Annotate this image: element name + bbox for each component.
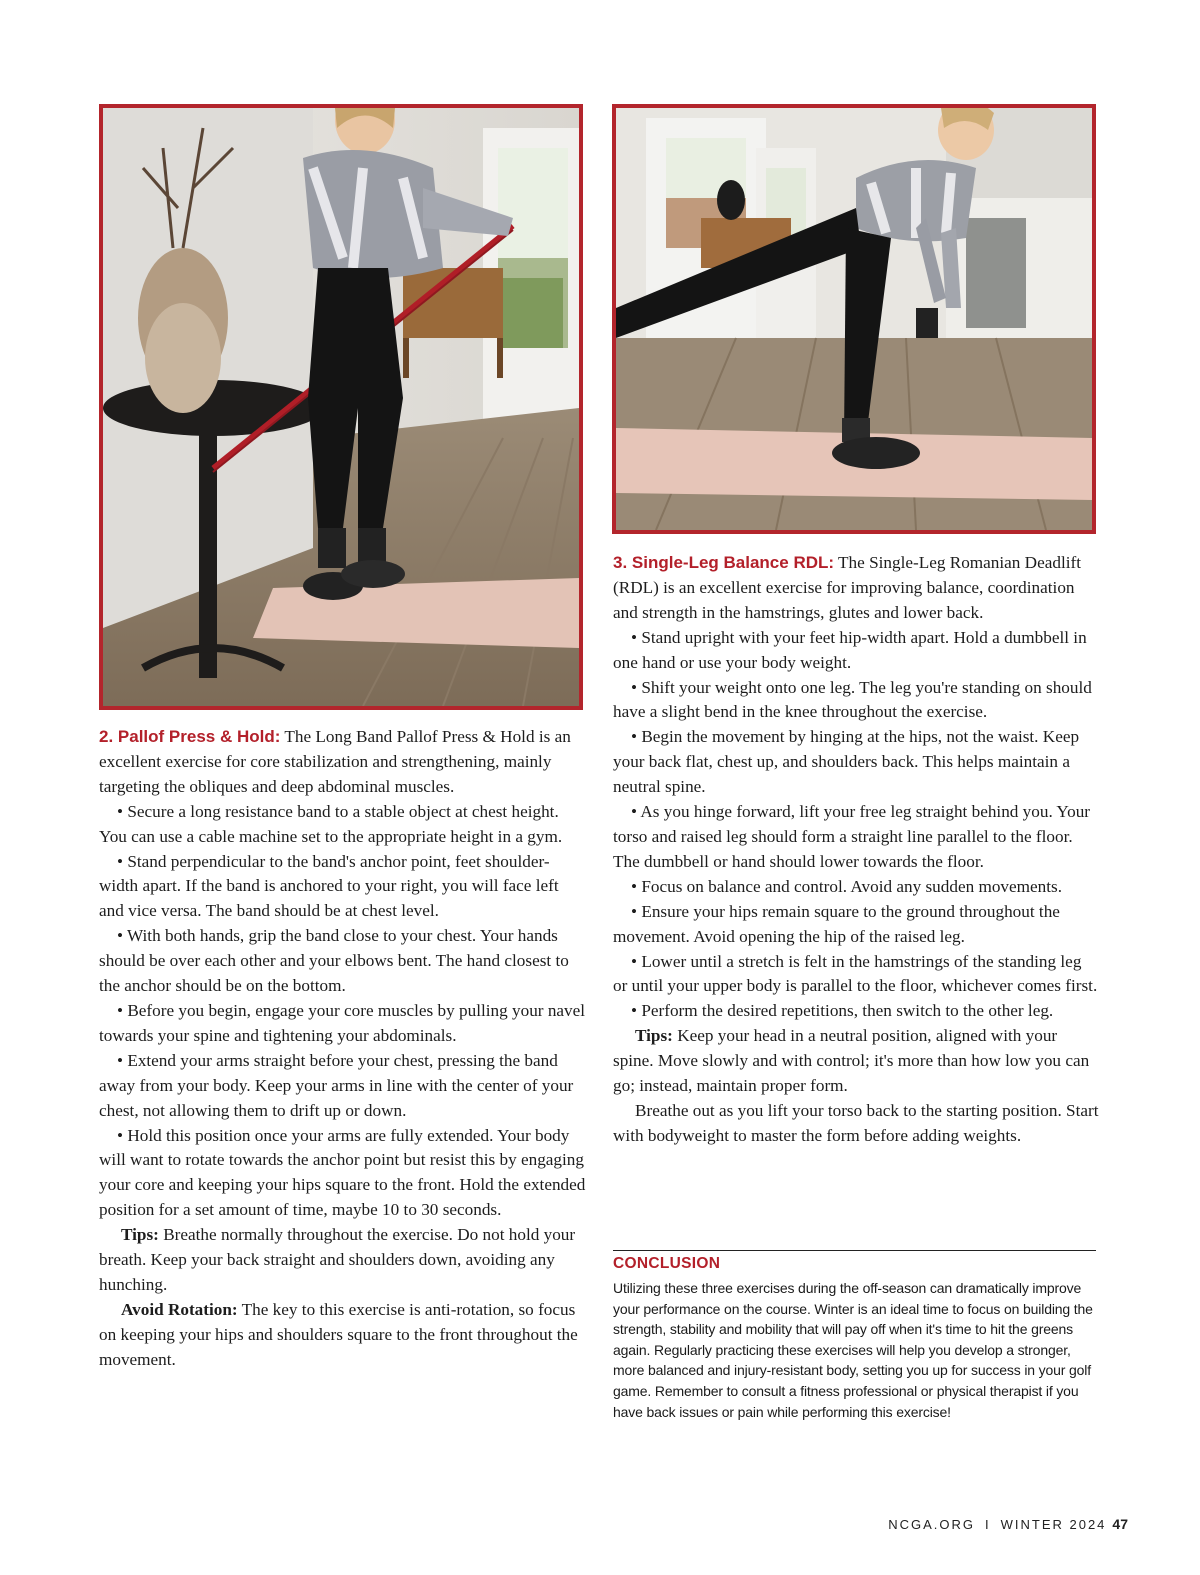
- footer-issue: WINTER 2024: [1000, 1517, 1107, 1532]
- pallof-intro: The Long Band Pallof Press & Hold is an excellent exercise for core stabilization and strengthening, mainly targeting the obliques and deep abdominal muscles.: [99, 727, 571, 796]
- page-number: 47: [1112, 1516, 1128, 1532]
- page-footer: [888, 1516, 1128, 1532]
- pallof-bullet-6: • Hold this position once your arms are fully extended. Your body will want to rotate towards the anchor point but resist this by engaging your core and keeping your hips square to the front. Hold the extended position for a set amount of time, maybe 10 to 30 seconds.: [99, 1125, 586, 1220]
- rdl-intro: The Single-Leg Romanian Deadlift (RDL) is an excellent exercise for improving balance, coordination and strength in the hamstrings, glutes and lower back.: [613, 553, 1081, 622]
- rdl-bullet-8: • Perform the desired repetitions, then switch to the other leg.: [631, 1001, 1054, 1021]
- pallof-avoid-text: The key to this exercise is anti-rotation, so focus on keeping your hips and shoulders square to the front throughout the movement.: [99, 1299, 578, 1369]
- footer-separator: I: [984, 1517, 991, 1532]
- pallof-press-illustration: [103, 108, 579, 706]
- pallof-bullet-2: • Stand perpendicular to the band's anchor point, feet shoulder-width apart. If the band is anchored to your right, you will face left and vice versa. The band should be at chest level.: [99, 851, 559, 921]
- single-leg-rdl-illustration: [616, 108, 1092, 530]
- rdl-bullet-7: • Lower until a stretch is felt in the hamstrings of the standing leg or until your upper body is parallel to the floor, whichever comes first.: [613, 951, 1098, 996]
- rdl-heading: 3. Single-Leg Balance RDL:: [613, 553, 835, 572]
- pallof-tips-label: Tips:: [121, 1225, 159, 1245]
- conclusion-title: CONCLUSION: [613, 1255, 721, 1272]
- pallof-tips-text: Breathe normally throughout the exercise. Do not hold your breath. Keep your back straight and shoulders down, avoiding any hunching.: [99, 1225, 576, 1294]
- rdl-bullet-2: • Shift your weight onto one leg. The leg you're standing on should have a slight bend in the knee throughout the exercise.: [613, 677, 1092, 722]
- pallof-avoid-paragraph: [99, 1298, 586, 1373]
- pallof-bullet-5: • Extend your arms straight before your chest, pressing the band away from your body. Keep your arms in line with the center of your chest, not allowing them to drift up or down.: [99, 1050, 574, 1120]
- pallof-bullet-1: • Secure a long resistance band to a stable object at chest height. You can use a cable machine set to the appropriate height in a gym.: [99, 801, 563, 846]
- rdl-bullet-6: • Ensure your hips remain square to the ground throughout the movement. Avoid opening the hip of the raised leg.: [613, 901, 1060, 946]
- rdl-intro-paragraph: [613, 551, 1100, 626]
- single-leg-rdl-photo: [612, 104, 1096, 534]
- footer-site: NCGA.ORG: [888, 1517, 975, 1532]
- rdl-tips-text: Keep your head in a neutral position, aligned with your spine. Move slowly and with control; it's more than how low you can go; instead, maintain proper form.: [613, 1026, 1090, 1096]
- rdl-bullet-5: • Focus on balance and control. Avoid any sudden movements.: [631, 876, 1063, 896]
- rdl-tips-paragraph: [613, 1024, 1100, 1099]
- rdl-bullet-4: • As you hinge forward, lift your free leg straight behind you. Your torso and raised leg should form a straight line parallel to the floor. The dumbbell or hand should lower towards the floor.: [613, 802, 1091, 871]
- pallof-bullet-4: • Before you begin, engage your core muscles by pulling your navel towards your spine and tightening your abdominals.: [99, 1000, 586, 1045]
- rdl-breathe-paragraph: Breathe out as you lift your torso back to the starting position. Start with bodyweight to master the form before adding weights.: [613, 1100, 1099, 1145]
- conclusion-divider: [613, 1250, 1096, 1251]
- pallof-press-section: [99, 725, 586, 1373]
- rdl-bullet-3: • Begin the movement by hinging at the hips, not the waist. Keep your back flat, chest up, and shoulders back. This helps maintain a neutral spine.: [613, 727, 1080, 797]
- pallof-bullet-3: • With both hands, grip the band close to your chest. Your hands should be over each other and your elbows bent. The hand closest to the anchor should be on the bottom.: [99, 926, 569, 996]
- conclusion-text: Utilizing these three exercises during the off-season can dramatically improve your performance on the course. Winter is an ideal time to focus on building the strength, stability and mobility that will pay off when it's time to hit the greens again. Regularly practicing these exercises will help you develop a stronger, more balanced and injury-resistant body, setting you up for success in your golf game. Remember to consult a fitness professional or physical therapist if you have back issues or pain while performing this exercise!: [613, 1280, 1093, 1420]
- rdl-section: [613, 551, 1100, 1149]
- pallof-tips-paragraph: [99, 1223, 586, 1298]
- pallof-avoid-label: Avoid Rotation:: [121, 1299, 238, 1319]
- rdl-bullet-1: • Stand upright with your feet hip-width apart. Hold a dumbbell in one hand or use your body weight.: [613, 627, 1087, 672]
- pallof-press-photo: [99, 104, 583, 710]
- rdl-tips-label: Tips:: [635, 1026, 673, 1046]
- pallof-intro-paragraph: [99, 725, 586, 800]
- pallof-heading: 2. Pallof Press & Hold:: [99, 727, 281, 746]
